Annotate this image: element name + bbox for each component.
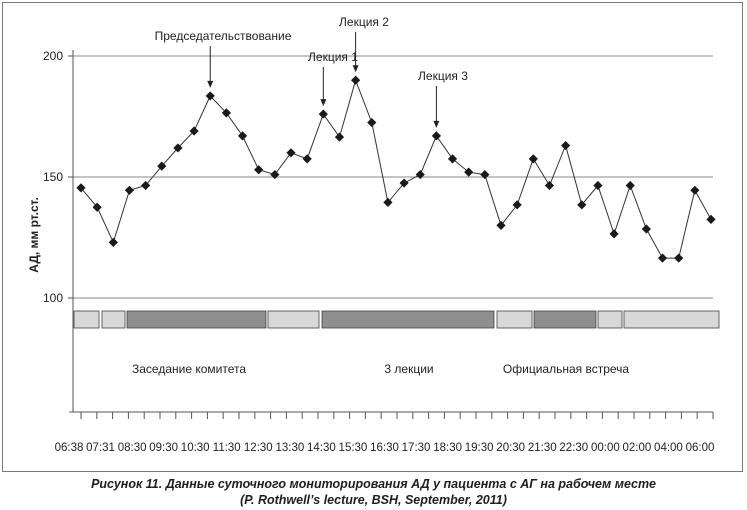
- x-tick-label: 13:30: [275, 442, 305, 454]
- activity-segment-5: [322, 311, 494, 328]
- x-tick-label: 18:30: [433, 442, 462, 454]
- x-tick-label: 10:30: [180, 442, 210, 454]
- data-point: [609, 229, 618, 238]
- data-point: [270, 170, 279, 179]
- annotation-arrowhead-3: [353, 65, 359, 72]
- annotation-arrowhead-4: [433, 121, 439, 128]
- data-point: [254, 165, 263, 174]
- activity-label-2: 3 лекции: [384, 362, 434, 376]
- annotation-label-2: Лекция 1: [308, 50, 358, 64]
- caption-line-1: Рисунок 11. Данные суточного мониторирования АД у пациента с АГ на рабочем месте: [91, 477, 656, 491]
- y-tick-label-200: 200: [42, 49, 63, 63]
- data-point: [335, 132, 344, 141]
- annotation-arrowhead-1: [207, 81, 213, 88]
- data-point: [125, 186, 134, 195]
- x-tick-label: 16:30: [370, 442, 399, 454]
- activity-segment-4: [268, 311, 319, 328]
- bp-line: [81, 80, 711, 258]
- data-point: [416, 170, 425, 179]
- x-tick-label: 22:30: [559, 442, 589, 454]
- x-tick-label: 08:30: [117, 442, 147, 454]
- activity-segment-9: [624, 311, 719, 328]
- y-tick-label-100: 100: [42, 291, 63, 305]
- activity-segment-6: [497, 311, 532, 328]
- annotations: [155, 15, 469, 128]
- data-point: [642, 224, 651, 233]
- x-tick-label: 06:38: [54, 442, 84, 454]
- annotation-label-4: Лекция 3: [418, 69, 468, 83]
- data-point: [351, 76, 360, 85]
- x-tick-label: 07:31: [86, 442, 115, 454]
- axis-layer: [43, 49, 714, 454]
- x-tick-label: 14:30: [307, 442, 336, 454]
- activity-segment-7: [534, 311, 596, 328]
- data-point: [319, 109, 328, 118]
- activity-segment-8: [598, 311, 622, 328]
- caption-line-2: (P. Rothwell’s lecture, BSH, September, 2011): [240, 493, 507, 507]
- y-tick-label-150: 150: [42, 170, 63, 184]
- activity-label-1: Заседание комитета: [131, 362, 247, 376]
- x-tick-label: 15:30: [338, 442, 368, 454]
- data-point: [432, 131, 441, 140]
- data-point: [286, 148, 295, 157]
- annotation-label-3: Лекция 2: [339, 15, 389, 29]
- activity-bar: [74, 311, 719, 376]
- data-point: [690, 186, 699, 195]
- activity-segment-3: [127, 311, 266, 328]
- activity-segment-2: [102, 311, 125, 328]
- data-point: [303, 154, 312, 163]
- x-tick-label: 12:30: [243, 442, 273, 454]
- activity-label-3: Официальная встреча: [502, 362, 630, 376]
- x-tick-label: 11:30: [212, 442, 241, 454]
- data-point: [658, 253, 667, 262]
- x-tick-label: 02:00: [622, 442, 652, 454]
- annotation-label-1: Председательствование: [154, 29, 292, 43]
- x-tick-label: 19:30: [464, 442, 494, 454]
- x-tick-label: 06:00: [685, 442, 715, 454]
- series-line: [81, 80, 711, 258]
- data-point: [561, 141, 570, 150]
- data-point: [480, 170, 489, 179]
- data-point: [496, 221, 505, 230]
- x-tick-label: 00:00: [590, 442, 620, 454]
- data-point: [674, 253, 683, 262]
- data-point: [545, 181, 554, 190]
- data-point: [109, 238, 118, 247]
- x-tick-label: 09:30: [149, 442, 179, 454]
- series-points: [76, 76, 715, 263]
- x-tick-label: 04:00: [654, 442, 683, 454]
- x-tick-label: 20:30: [496, 442, 526, 454]
- x-tick-label: 21:30: [527, 442, 557, 454]
- y-axis-label: АД, мм рт.ст.: [27, 197, 41, 273]
- data-point: [513, 200, 522, 209]
- annotation-arrowhead-2: [320, 99, 326, 106]
- data-point: [367, 118, 376, 127]
- grid-layer: [73, 56, 713, 298]
- data-point: [238, 131, 247, 140]
- x-tick-label: 17:30: [401, 442, 431, 454]
- data-point: [529, 154, 538, 163]
- activity-segment-1: [74, 311, 99, 328]
- data-point: [626, 181, 635, 190]
- data-point: [706, 215, 715, 224]
- figure-caption: [0, 476, 747, 508]
